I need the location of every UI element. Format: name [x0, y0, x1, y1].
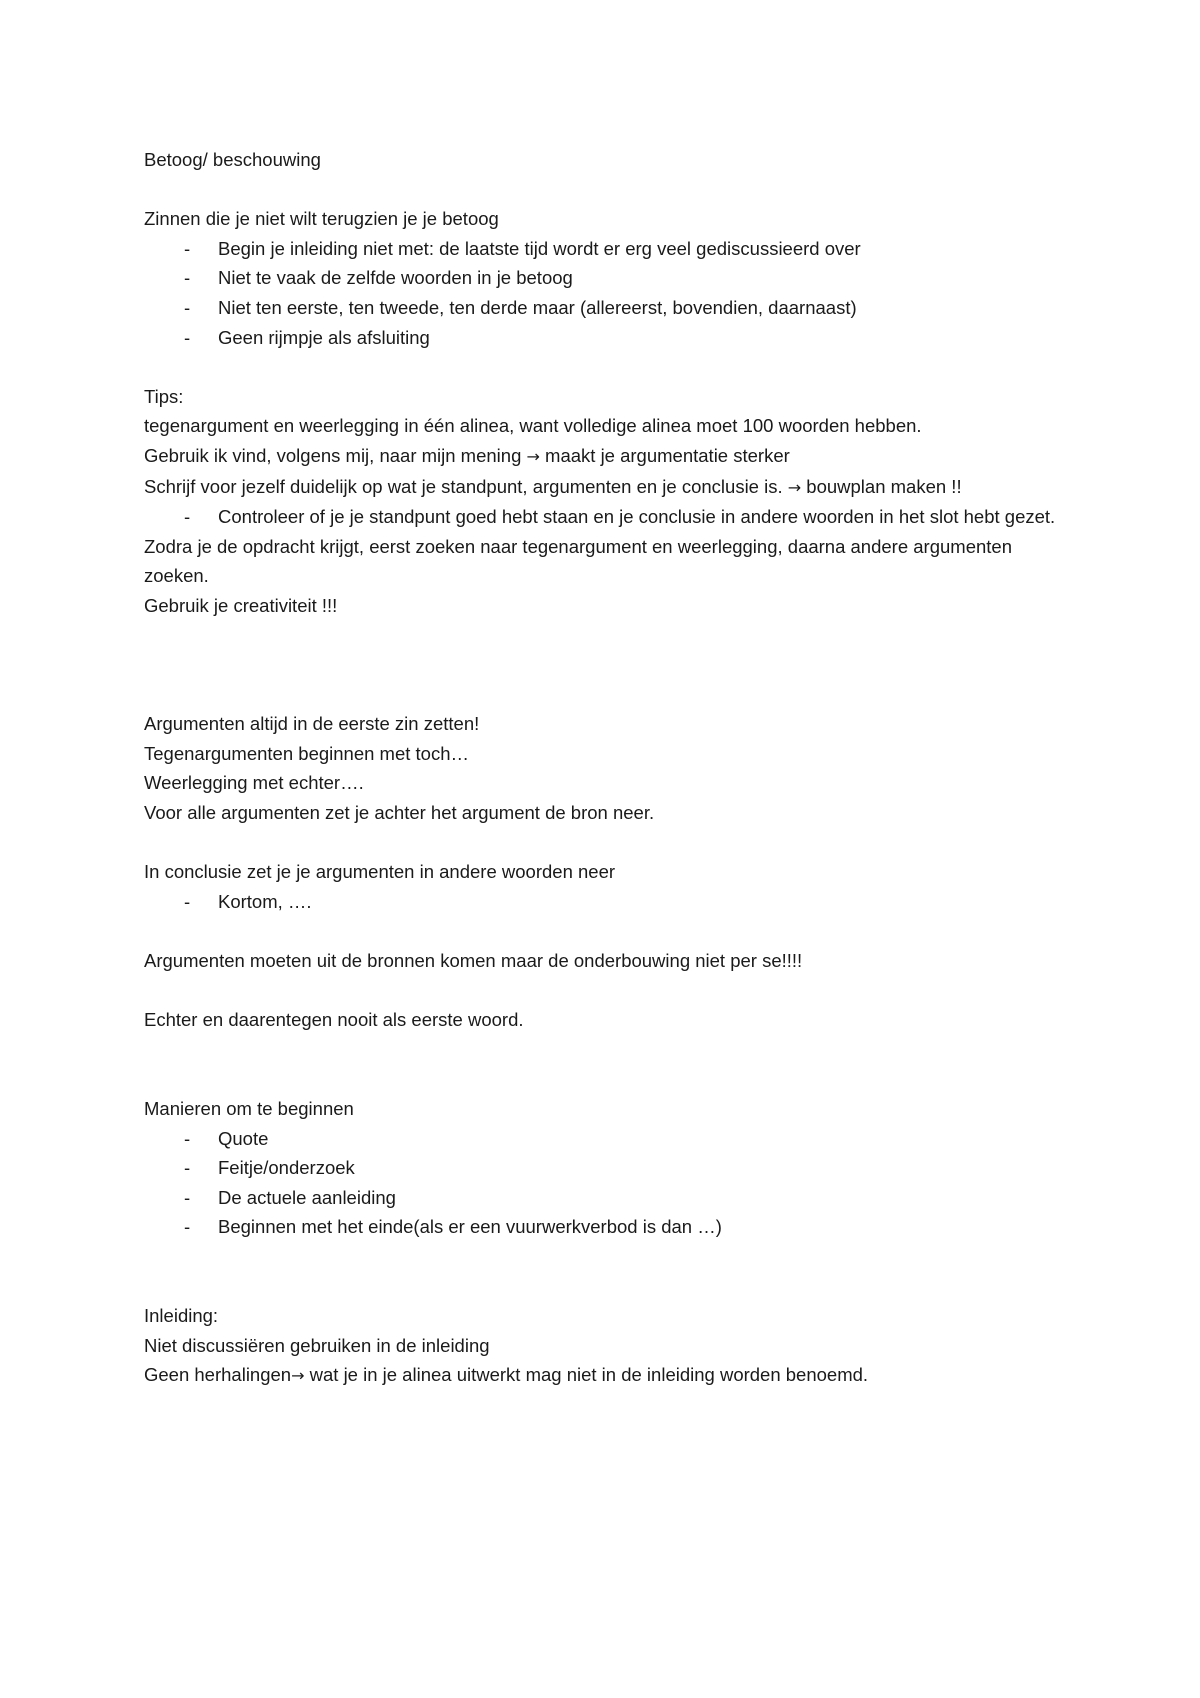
list-item	[144, 323, 1064, 353]
arrow-right-icon: →	[291, 1366, 305, 1386]
list-item-text: Begin je inleiding niet met: de laatste tijd wordt er erg veel gediscussieerd over	[218, 237, 861, 259]
bullet-dash: -	[184, 1186, 191, 1208]
tips-line-1: tegenargument en weerlegging in één alinea, want volledige alinea moet 100 woorden hebben.	[144, 415, 922, 437]
tips-line-4: Zodra je de opdracht krijgt, eerst zoeken naar tegenargument en weerlegging, daarna andere argumenten zoeken.	[144, 535, 1013, 587]
tips-line-2	[144, 441, 1064, 472]
list-item-text: Quote	[218, 1127, 269, 1149]
spacer	[144, 352, 1064, 382]
list-item	[144, 1212, 1064, 1242]
list-item	[144, 1124, 1064, 1154]
spacer	[144, 621, 1064, 651]
conclusie-heading: In conclusie zet je je argumenten in andere woorden neer	[144, 861, 616, 883]
spacer	[144, 175, 1064, 205]
inleiding-line-2-text-b: wat je in je alinea uitwerkt mag niet in de inleiding worden benoemd.	[309, 1364, 869, 1386]
tips-line-3-text-b: bouwplan maken !!	[806, 475, 962, 497]
list-item-text: Beginnen met het einde(als er een vuurwerkverbod is dan …)	[218, 1216, 722, 1238]
argumenten-line-3: Weerlegging met echter….	[144, 772, 364, 794]
list-item-text: Niet ten eerste, ten tweede, ten derde maar (allereerst, bovendien, daarnaast)	[218, 296, 857, 318]
list-item	[144, 234, 1064, 264]
spacer	[144, 1035, 1064, 1065]
list-item	[144, 887, 1064, 917]
bullet-dash: -	[184, 237, 191, 259]
bullet-dash: -	[184, 326, 191, 348]
argumenten-line-2: Tegenargumenten beginnen met toch…	[144, 742, 469, 764]
spacer	[144, 1272, 1064, 1302]
spacer	[144, 680, 1064, 710]
argumenten-line-1: Argumenten altijd in de eerste zin zetten!	[144, 713, 480, 735]
spacer	[144, 976, 1064, 1006]
list-item	[144, 1183, 1064, 1213]
spacer	[144, 1242, 1064, 1272]
list-item	[144, 1153, 1064, 1183]
tips-line-3	[144, 472, 1064, 503]
list-item-text: De actuele aanleiding	[218, 1186, 396, 1208]
bullet-dash: -	[184, 890, 191, 912]
arrow-right-icon: →	[526, 446, 540, 466]
inleiding-line-2-text-a: Geen herhalingen	[144, 1364, 292, 1386]
document-page	[144, 145, 1064, 1391]
list-item-text: Geen rijmpje als afsluiting	[218, 326, 430, 348]
list-item-text: Niet te vaak de zelfde woorden in je betoog	[218, 267, 573, 289]
tips-line-2-text-a: Gebruik ik vind, volgens mij, naar mijn mening	[144, 444, 522, 466]
argumenten-line-4: Voor alle argumenten zet je achter het argument de bron neer.	[144, 802, 655, 824]
bullet-dash: -	[184, 267, 191, 289]
echter-line: Echter en daarentegen nooit als eerste woord.	[144, 1009, 524, 1031]
tips-line-2-text-b: maakt je argumentatie sterker	[545, 444, 790, 466]
spacer	[144, 828, 1064, 858]
bullet-dash: -	[184, 1157, 191, 1179]
list-item	[144, 263, 1064, 293]
spacer	[144, 650, 1064, 680]
bullet-dash: -	[184, 506, 191, 528]
inleiding-line-1: Niet discussiëren gebruiken in de inleiding	[144, 1334, 490, 1356]
spacer	[144, 1064, 1064, 1094]
list-item-text: Kortom, ….	[218, 890, 312, 912]
tips-line-5: Gebruik je creativiteit !!!	[144, 594, 338, 616]
document-title: Betoog/ beschouwing	[144, 149, 321, 170]
bullet-dash: -	[184, 1216, 191, 1238]
inleiding-line-2	[144, 1360, 1064, 1391]
tips-heading: Tips:	[144, 385, 184, 407]
inleiding-heading: Inleiding:	[144, 1305, 219, 1327]
manieren-heading: Manieren om te beginnen	[144, 1098, 354, 1119]
list-item-text: Controleer of je je standpunt goed hebt staan en je conclusie in andere woorden in het slot hebt gezet.	[218, 506, 1056, 528]
list-item	[144, 502, 1064, 532]
bronnen-line: Argumenten moeten uit de bronnen komen maar de onderbouwing niet per se!!!!	[144, 950, 803, 972]
list-item	[144, 293, 1064, 323]
zinnen-heading: Zinnen die je niet wilt terugzien je je betoog	[144, 208, 499, 230]
bullet-dash: -	[184, 1127, 191, 1149]
bullet-dash: -	[184, 296, 191, 318]
list-item-text: Feitje/onderzoek	[218, 1157, 355, 1179]
tips-line-3-text-a: Schrijf voor jezelf duidelijk op wat je standpunt, argumenten en je conclusie is.	[144, 475, 783, 497]
spacer	[144, 916, 1064, 946]
arrow-right-icon: →	[787, 477, 802, 497]
